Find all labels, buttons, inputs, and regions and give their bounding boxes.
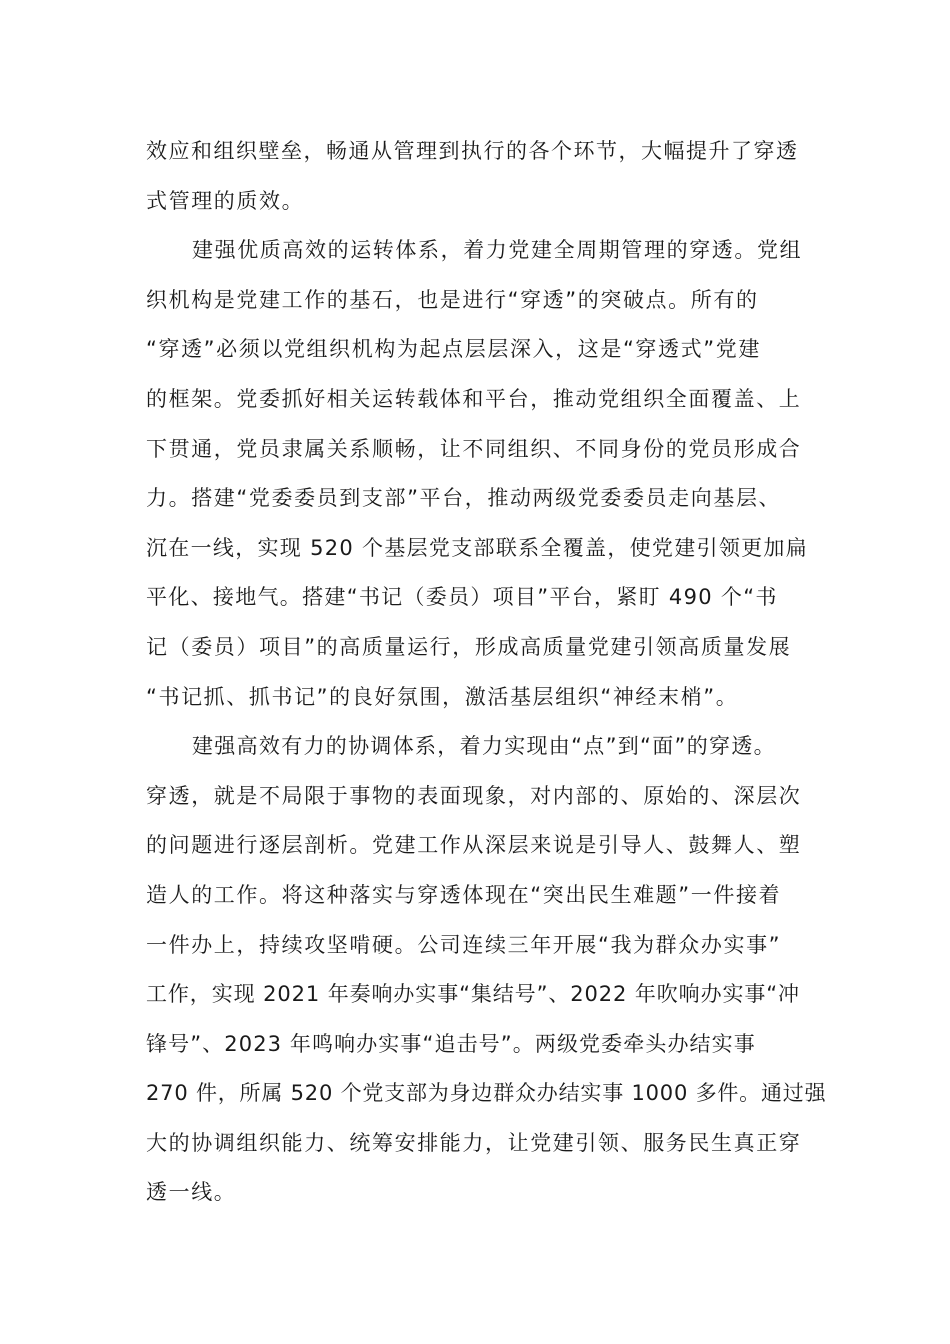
text-line: 工作，实现 2021 年奏响办实事“集结号”、2022 年吹响办实事“冲 — [146, 982, 800, 1007]
text-line: 记（委员）项目”的高质量运行，形成高质量党建引领高质量发展 — [146, 634, 792, 659]
text-line: 下贯通，党员隶属关系顺畅，让不同组织、不同身份的党员形成合 — [146, 436, 802, 461]
paragraph-start-line: 建强高效有力的协调体系，着力实现由“点”到“面”的穿透。 — [192, 734, 776, 759]
text-line: 270 件，所属 520 个党支部为身边群众办结实事 1000 多件。通过强 — [146, 1081, 827, 1106]
document-body — [146, 127, 827, 1218]
paragraph-start-line: 建强优质高效的运转体系，着力党建全周期管理的穿透。党组 — [192, 238, 803, 263]
text-line: 的框架。党委抓好相关运转载体和平台，推动党组织全面覆盖、上 — [146, 386, 802, 411]
text-line: 造人的工作。将这种落实与穿透体现在“突出民生难题”一件接着 — [146, 882, 782, 907]
text-line: 的问题进行逐层剖析。党建工作从深层来说是引导人、鼓舞人、塑 — [146, 833, 802, 858]
text-line: “书记抓、抓书记”的良好氛围，激活基层组织“神经末梢”。 — [146, 684, 739, 709]
text-line: 平化、接地气。搭建“书记（委员）项目”平台，紧盯 490 个“书 — [146, 585, 778, 610]
text-line: 穿透，就是不局限于事物的表面现象，对内部的、原始的、深层次 — [146, 783, 802, 808]
text-line: 一件办上，持续攻坚啃硬。公司连续三年开展“我为群众办实事” — [146, 932, 782, 957]
text-line: 锋号”、2023 年鸣响办实事“追击号”。两级党委牵头办结实事 — [146, 1031, 756, 1056]
text-line: 力。搭建“党委委员到支部”平台，推动两级党委委员走向基层、 — [146, 486, 782, 511]
text-line: 织机构是党建工作的基石，也是进行“穿透”的突破点。所有的 — [146, 287, 759, 312]
text-line: “穿透”必须以党组织机构为起点层层深入，这是“穿透式”党建 — [146, 337, 761, 362]
text-line: 效应和组织壁垒，畅通从管理到执行的各个环节，大幅提升了穿透 — [146, 139, 799, 163]
text-line: 大的协调组织能力、统筹安排能力，让党建引领、服务民生真正穿 — [146, 1130, 802, 1155]
text-line: 沉在一线，实现 520 个基层党支部联系全覆盖，使党建引领更加扁 — [146, 535, 809, 560]
text-line: 透一线。 — [146, 1180, 237, 1205]
text-line: 式管理的质效。 — [146, 188, 305, 213]
